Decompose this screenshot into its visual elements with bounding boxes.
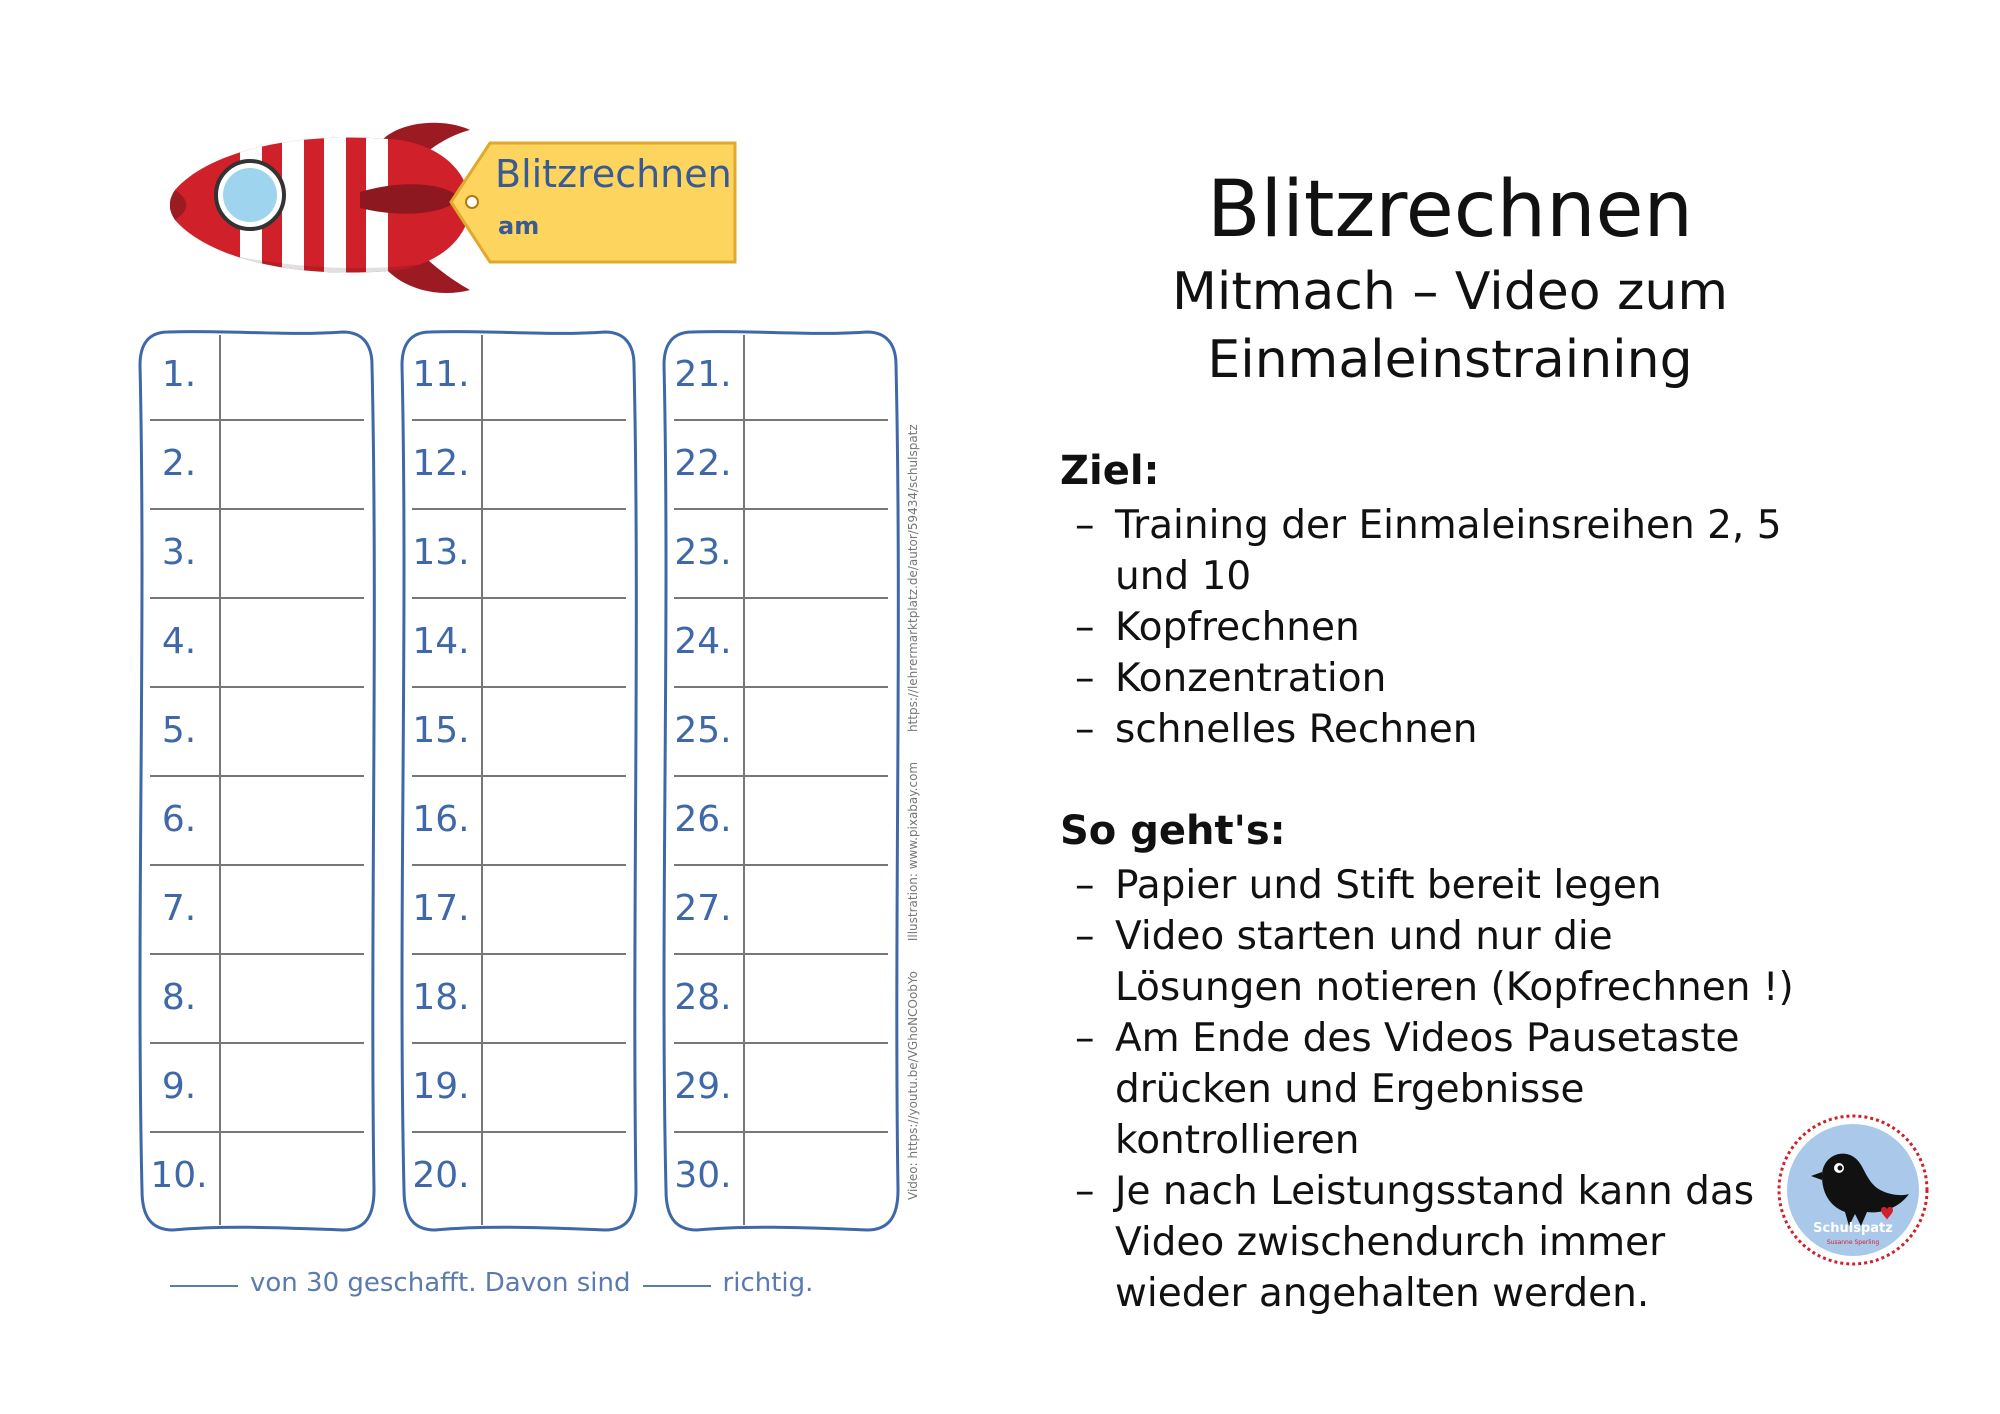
row-number: 25. xyxy=(674,710,732,751)
answer-row[interactable] xyxy=(400,775,638,864)
answer-row[interactable] xyxy=(400,953,638,1042)
howto-list xyxy=(1075,860,1795,1319)
row-number: 22. xyxy=(674,443,732,484)
score-line xyxy=(158,1268,813,1298)
answer-row[interactable] xyxy=(138,864,376,953)
answer-row[interactable] xyxy=(138,419,376,508)
subtitle-line-1: Mitmach – Video zum xyxy=(1172,262,1728,322)
goal-heading: Ziel: xyxy=(1060,448,1160,494)
answer-row[interactable] xyxy=(662,1042,900,1131)
answer-row[interactable] xyxy=(662,686,900,775)
row-number: 9. xyxy=(161,1066,197,1107)
list-item: – schnelles Rechnen xyxy=(1075,704,1795,755)
subtitle-line-2: Einmaleinstraining xyxy=(1207,330,1693,390)
list-item: – Am Ende des Videos Pausetaste drücken und Ergebnisse kontrollieren xyxy=(1075,1013,1795,1166)
row-number: 7. xyxy=(161,888,197,929)
row-number: 14. xyxy=(412,621,470,662)
illustration-credit: Illustration: www.pixabay.com xyxy=(906,761,920,942)
answer-column-3 xyxy=(662,330,900,1233)
goal-list xyxy=(1075,500,1795,755)
solved-count-blank[interactable] xyxy=(170,1285,238,1287)
row-number: 12. xyxy=(412,443,470,484)
answer-row[interactable] xyxy=(662,953,900,1042)
answer-row[interactable] xyxy=(400,864,638,953)
answer-row[interactable] xyxy=(400,508,638,597)
row-number: 1. xyxy=(161,354,197,395)
row-number: 3. xyxy=(161,532,197,573)
answer-row[interactable] xyxy=(138,597,376,686)
svg-text:Susanne Sperling: Susanne Sperling xyxy=(1826,1239,1880,1246)
row-number: 23. xyxy=(674,532,732,573)
list-item: – Video starten und nur die Lösungen notieren (Kopfrechnen !) xyxy=(1075,911,1795,1013)
answer-row[interactable] xyxy=(400,419,638,508)
row-number: 27. xyxy=(674,888,732,929)
answer-row[interactable] xyxy=(662,419,900,508)
video-credit: Video: https://youtu.be/VGhoNCOobYo xyxy=(906,970,920,1200)
answer-row[interactable] xyxy=(400,686,638,775)
answer-row[interactable] xyxy=(662,508,900,597)
row-number: 5. xyxy=(161,710,197,751)
tag-subtitle: am xyxy=(498,212,540,240)
row-number: 21. xyxy=(674,354,732,395)
answer-row[interactable] xyxy=(138,775,376,864)
answer-row[interactable] xyxy=(662,864,900,953)
list-item: – Kopfrechnen xyxy=(1075,602,1795,653)
row-number: 24. xyxy=(674,621,732,662)
row-number: 4. xyxy=(161,621,197,662)
list-item: – Konzentration xyxy=(1075,653,1795,704)
row-number: 28. xyxy=(674,977,732,1018)
answer-row[interactable] xyxy=(138,1042,376,1131)
row-number: 8. xyxy=(161,977,197,1018)
row-number: 11. xyxy=(412,354,470,395)
answer-row[interactable] xyxy=(400,1131,638,1220)
schulspatz-logo xyxy=(1777,1114,1929,1266)
howto-heading: So geht's: xyxy=(1060,808,1286,854)
row-number: 15. xyxy=(412,710,470,751)
answer-column-2 xyxy=(400,330,638,1233)
score-text-1: von 30 geschafft. Davon sind xyxy=(250,1268,631,1298)
answer-column-1 xyxy=(138,330,376,1233)
answer-row[interactable] xyxy=(400,330,638,419)
row-number: 18. xyxy=(412,977,470,1018)
row-number: 13. xyxy=(412,532,470,573)
row-number: 16. xyxy=(412,799,470,840)
score-text-2: richtig. xyxy=(722,1268,814,1298)
row-number: 10. xyxy=(150,1155,208,1196)
answer-row[interactable] xyxy=(138,686,376,775)
answer-row[interactable] xyxy=(662,775,900,864)
row-number: 19. xyxy=(412,1066,470,1107)
correct-count-blank[interactable] xyxy=(643,1285,711,1287)
answer-row[interactable] xyxy=(662,330,900,419)
answer-row[interactable] xyxy=(138,953,376,1042)
list-item: – Je nach Leistungsstand kann das Video zwischendurch immer wieder angehalten werden. xyxy=(1075,1166,1755,1319)
list-item: – Training der Einmaleinsreihen 2, 5 und 10 xyxy=(1075,500,1795,602)
row-number: 30. xyxy=(674,1155,732,1196)
answer-row[interactable] xyxy=(662,597,900,686)
author-credit: https://lehrermarktplatz.de/autor/59434/schulspatz xyxy=(906,424,920,733)
row-number: 17. xyxy=(412,888,470,929)
row-number: 26. xyxy=(674,799,732,840)
page-title: Blitzrechnen xyxy=(1207,165,1693,255)
answer-row[interactable] xyxy=(138,1131,376,1220)
answer-row[interactable] xyxy=(400,597,638,686)
answer-row[interactable] xyxy=(400,1042,638,1131)
answer-row[interactable] xyxy=(138,508,376,597)
tag-title: Blitzrechnen xyxy=(495,152,732,196)
svg-text:Schulspatz: Schulspatz xyxy=(1813,1221,1893,1236)
row-number: 20. xyxy=(412,1155,470,1196)
answer-row[interactable] xyxy=(662,1131,900,1220)
row-number: 29. xyxy=(674,1066,732,1107)
list-item: – Papier und Stift bereit legen xyxy=(1075,860,1795,911)
credits-vertical xyxy=(906,370,920,1200)
answer-row[interactable] xyxy=(138,330,376,419)
row-number: 6. xyxy=(161,799,197,840)
row-number: 2. xyxy=(161,443,197,484)
